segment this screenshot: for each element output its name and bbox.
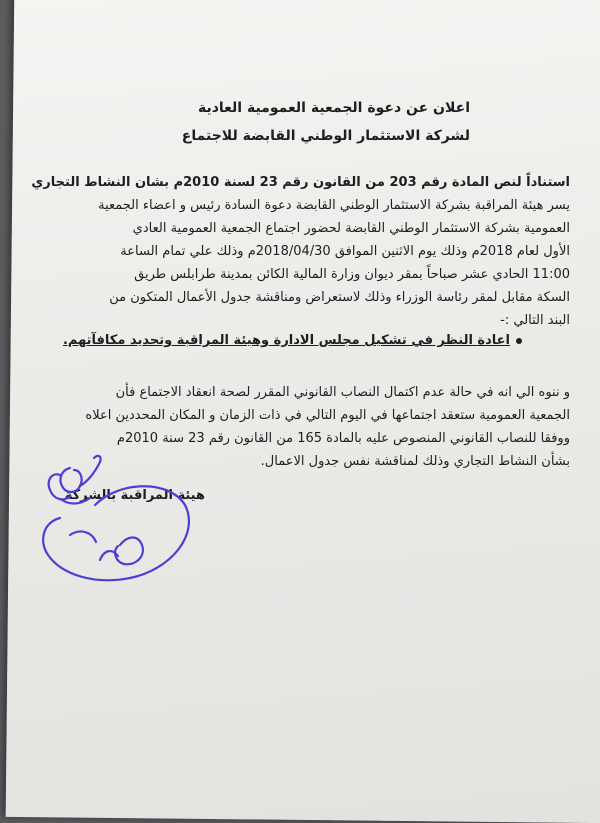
paragraph-2-line-2: الجمعية العمومية ستعقد اجتماعها في اليوم التالي في ذات الزمان و المكان المحددين اعلاه [85,408,570,423]
paragraph-2-line-4: بشأن النشاط التجاري وذلك لمناقشة نفس جدول الاعمال. [260,454,570,469]
paragraph-1-line-2: يسر هيئة المراقبة بشركة الاستثمار الوطني القابضة دعوة السادة رئيس و اعضاء الجمعية [98,198,570,213]
paragraph-1-line-3: العمومية بشركة الاستثمار الوطني القابضة لحضور اجتماع الجمعية العمومية العادي [132,221,570,236]
document-title-line-2: لشركة الاستثمار الوطني القابضة للاجتماع [181,128,470,144]
document-title-line-1: اعلان عن دعوة الجمعية العمومية العادية [197,100,470,116]
signatory-label: هيئة المراقبة بالشركة [64,488,205,503]
paragraph-1-line-1: استناداً لنص المادة رقم 203 من القانون رقم 23 لسنة 2010م بشان النشاط التجاري [31,175,570,190]
agenda-item-text: اعادة النظر في تشكيل مجلس الادارة وهيئة المراقبة وتحديد مكافآتهم. [62,333,510,348]
paragraph-1-line-6: السكة مقابل لمقر رئاسة الوزراء وذلك لاستعراض ومناقشة جدول الأعمال المتكون من [109,290,570,305]
paragraph-2-line-1: و ننوه الي انه في حالة عدم اكتمال النصاب القانوني المقرر لصحة انعقاد الاجتماع فأن [115,385,570,400]
paragraph-1-line-7: البند التالي :- [500,313,570,328]
paragraph-1-line-5: 11:00 الحادي عشر صباحاً بمقر ديوان وزارة المالية الكائن بمدينة طرابلس طريق [134,267,570,282]
paragraph-1-line-4: الأول لعام 2018م وذلك يوم الاثنين الموافق 2018/04/30م وذلك علي تمام الساعة [120,244,570,259]
paragraph-2-line-3: ووفقا للنصاب القانوني المنصوص عليه بالمادة 165 من القانون رقم 23 سنة 2010م [116,431,570,446]
